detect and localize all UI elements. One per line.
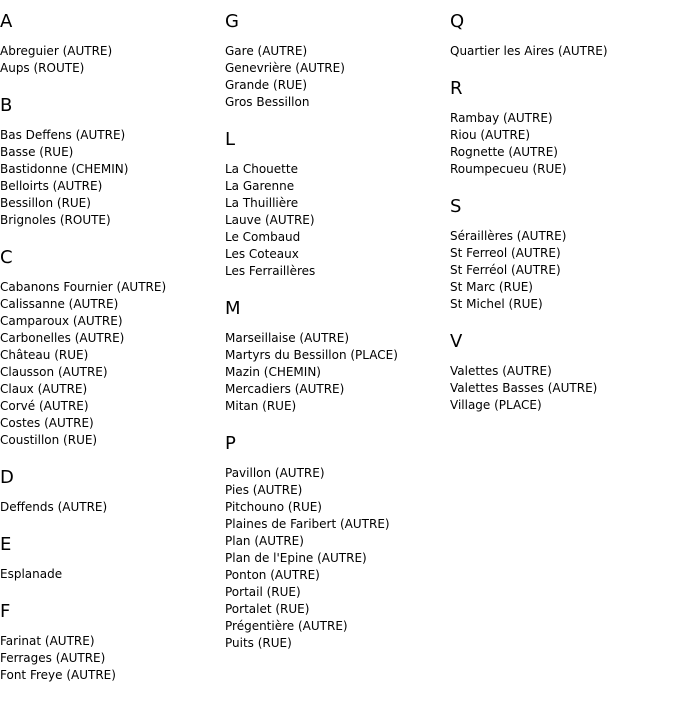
letter-group — [450, 196, 675, 313]
street-entry: Genevrière (AUTRE) — [225, 61, 345, 75]
letter-heading: S — [450, 196, 462, 217]
street-entry: Gros Bessillon — [225, 95, 310, 109]
letter-group — [0, 467, 225, 516]
street-entry: Martyrs du Bessillon (PLACE) — [225, 348, 398, 362]
letter-heading: E — [0, 534, 12, 555]
letter-group — [225, 298, 450, 415]
street-entry: Bas Deffens (AUTRE) — [0, 128, 126, 142]
street-entry: Quartier les Aires (AUTRE) — [450, 44, 608, 58]
street-entry: Claux (AUTRE) — [0, 382, 88, 396]
street-entry: Bessillon (RUE) — [0, 196, 91, 210]
street-entry: Costes (AUTRE) — [0, 416, 94, 430]
letter-group — [0, 601, 225, 684]
street-list — [225, 43, 450, 111]
street-list — [450, 228, 675, 313]
street-entry: Pies (AUTRE) — [225, 483, 303, 497]
street-entry: Clausson (AUTRE) — [0, 365, 108, 379]
letter-group — [0, 11, 225, 77]
street-entry: Coustillon (RUE) — [0, 433, 98, 447]
street-entry: Prégentière (AUTRE) — [225, 619, 348, 633]
street-entry: Abreguier (AUTRE) — [0, 44, 113, 58]
index-column-1 — [0, 0, 225, 684]
street-entry: Plan de l'Epine (AUTRE) — [225, 551, 367, 565]
street-entry: Lauve (AUTRE) — [225, 213, 315, 227]
street-entry: Bastidonne (CHEMIN) — [0, 162, 129, 176]
index-column-3 — [450, 0, 675, 414]
street-list — [0, 279, 225, 449]
letter-group — [0, 95, 225, 229]
street-entry: Valettes (AUTRE) — [450, 364, 552, 378]
letter-group — [450, 78, 675, 178]
letter-heading: G — [225, 11, 240, 32]
street-entry: St Marc (RUE) — [450, 280, 533, 294]
street-entry: La Chouette — [225, 162, 298, 176]
street-entry: St Ferreol (AUTRE) — [450, 246, 561, 260]
street-entry: Marseillaise (AUTRE) — [225, 331, 350, 345]
letter-group — [450, 11, 675, 60]
letter-group — [450, 331, 675, 414]
street-list — [0, 633, 225, 684]
letter-heading: P — [225, 433, 237, 454]
street-entry: Mazin (CHEMIN) — [225, 365, 321, 379]
street-entry: Farinat (AUTRE) — [0, 634, 95, 648]
street-entry: Deffends (AUTRE) — [0, 500, 108, 514]
letter-heading: M — [225, 298, 242, 319]
street-entry: Ponton (AUTRE) — [225, 568, 320, 582]
letter-group — [225, 433, 450, 652]
street-entry: Roumpecueu (RUE) — [450, 162, 567, 176]
street-list — [225, 161, 450, 280]
street-entry: Village (PLACE) — [450, 398, 542, 412]
letter-heading: D — [0, 467, 15, 488]
street-entry: Aups (ROUTE) — [0, 61, 85, 75]
street-entry: Portalet (RUE) — [225, 602, 310, 616]
street-entry: Corvé (AUTRE) — [0, 399, 89, 413]
letter-heading: L — [225, 129, 236, 150]
street-entry: Rognette (AUTRE) — [450, 145, 558, 159]
street-entry: Valettes Basses (AUTRE) — [450, 381, 598, 395]
street-entry: Portail (RUE) — [225, 585, 301, 599]
street-entry: Mitan (RUE) — [225, 399, 297, 413]
letter-group — [0, 534, 225, 583]
street-entry: Esplanade — [0, 567, 63, 581]
street-list — [0, 43, 225, 77]
street-entry: Camparoux (AUTRE) — [0, 314, 123, 328]
street-entry: Pitchouno (RUE) — [225, 500, 322, 514]
street-entry: La Garenne — [225, 179, 295, 193]
street-entry: Brignoles (ROUTE) — [0, 213, 111, 227]
street-entry: Plaines de Faribert (AUTRE) — [225, 517, 390, 531]
letter-group — [0, 247, 225, 449]
street-list — [0, 499, 225, 516]
street-entry: Séraillères (AUTRE) — [450, 229, 567, 243]
street-entry: St Michel (RUE) — [450, 297, 543, 311]
street-entry: Château (RUE) — [0, 348, 89, 362]
street-entry: Ferrages (AUTRE) — [0, 651, 106, 665]
street-entry: Les Coteaux — [225, 247, 299, 261]
street-entry: Plan (AUTRE) — [225, 534, 304, 548]
street-entry: Pavillon (AUTRE) — [225, 466, 325, 480]
street-list — [0, 566, 225, 583]
street-entry: Le Combaud — [225, 230, 301, 244]
street-list — [450, 363, 675, 414]
street-list — [225, 330, 450, 415]
street-list — [225, 465, 450, 652]
letter-heading: C — [0, 247, 14, 268]
street-entry: Calissanne (AUTRE) — [0, 297, 119, 311]
street-list — [0, 127, 225, 229]
street-entry: Rambay (AUTRE) — [450, 111, 553, 125]
street-entry: Belloirts (AUTRE) — [0, 179, 103, 193]
letter-heading: F — [0, 601, 11, 622]
street-entry: Puits (RUE) — [225, 636, 292, 650]
letter-heading: R — [450, 78, 464, 99]
letter-heading: A — [0, 11, 13, 32]
index-column-2 — [225, 0, 450, 652]
street-entry: St Ferréol (AUTRE) — [450, 263, 561, 277]
street-entry: Gare (AUTRE) — [225, 44, 308, 58]
letter-heading: Q — [450, 11, 465, 32]
street-list — [450, 110, 675, 178]
street-entry: Cabanons Fournier (AUTRE) — [0, 280, 167, 294]
street-entry: Riou (AUTRE) — [450, 128, 531, 142]
street-entry: Les Ferraillères — [225, 264, 316, 278]
street-entry: Mercadiers (AUTRE) — [225, 382, 345, 396]
letter-heading: B — [0, 95, 13, 116]
letter-group — [225, 11, 450, 111]
letter-heading: V — [450, 331, 463, 352]
street-entry: La Thuillière — [225, 196, 299, 210]
street-entry: Basse (RUE) — [0, 145, 74, 159]
street-list — [450, 43, 675, 60]
street-entry: Carbonelles (AUTRE) — [0, 331, 125, 345]
street-entry: Font Freye (AUTRE) — [0, 668, 116, 682]
street-entry: Grande (RUE) — [225, 78, 308, 92]
letter-group — [225, 129, 450, 280]
